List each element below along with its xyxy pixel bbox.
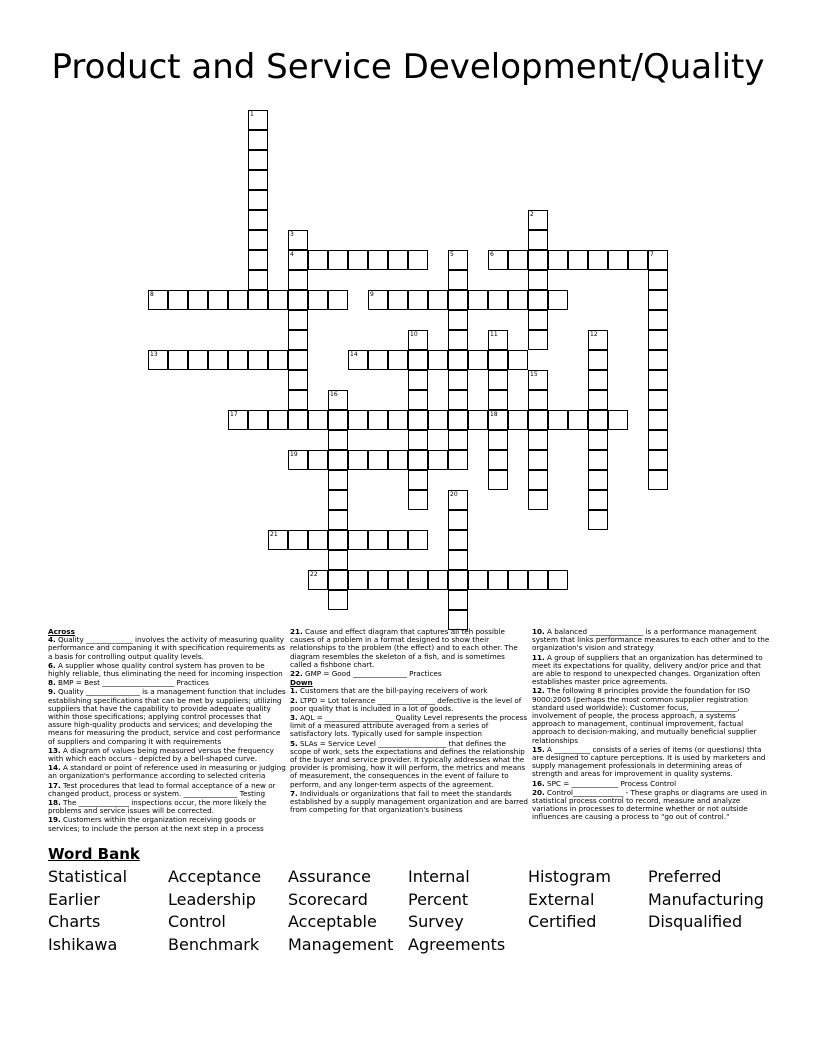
crossword-cell[interactable] [648, 370, 668, 390]
word-bank-word: Disqualified [648, 912, 743, 931]
word-bank-word: Statistical [48, 867, 128, 886]
clue-number: 4. [48, 635, 56, 645]
crossword-cell[interactable] [348, 350, 368, 370]
crossword-cell[interactable] [328, 590, 348, 610]
crossword-cell[interactable] [488, 450, 508, 470]
clue-text: A group of suppliers that an organization has determined to meet its expectations for quality, delivery and/or price and that are able to respond to unexpected changes. Organization often establishes master price agreements. [532, 652, 763, 687]
word-bank-word: Preferred [648, 867, 722, 886]
crossword-cell[interactable] [448, 430, 468, 450]
crossword-cell[interactable] [408, 470, 428, 490]
crossword-cell[interactable] [588, 410, 608, 430]
clue-item [48, 816, 286, 832]
clue-text: A diagram of values being measured versus the frequency with which each occurs - depicted by a bell-shaped curve. [48, 745, 274, 764]
crossword-cell[interactable] [288, 250, 308, 270]
crossword-cell[interactable] [588, 330, 608, 350]
crossword-cell[interactable] [528, 370, 548, 390]
crossword-cell[interactable] [268, 530, 288, 550]
word-bank-word: Certified [528, 912, 597, 931]
crossword-cell[interactable] [328, 550, 348, 570]
clue-number: 7. [290, 788, 298, 798]
clue-item [290, 714, 528, 739]
crossword-cell[interactable] [488, 290, 508, 310]
clue-item [290, 740, 528, 789]
crossword-cell[interactable] [308, 290, 328, 310]
crossword-cell[interactable] [148, 290, 168, 310]
crossword-cell[interactable] [428, 350, 448, 370]
crossword-cell[interactable] [488, 390, 508, 410]
clue-number: 18 [490, 411, 498, 418]
crossword-cell[interactable] [248, 410, 268, 430]
page-title: Product and Service Development/Quality [51, 47, 765, 87]
crossword-cell[interactable] [648, 310, 668, 330]
crossword-cell[interactable] [588, 490, 608, 510]
clue-text: SPC = _____________ Process Control [544, 778, 677, 788]
crossword-cell[interactable] [408, 330, 428, 350]
crossword-cell[interactable] [528, 570, 548, 590]
word-bank-word: Histogram [528, 867, 611, 886]
clues-column-1 [48, 628, 286, 834]
crossword-cell[interactable] [288, 370, 308, 390]
crossword-cell[interactable] [648, 250, 668, 270]
crossword-cell[interactable] [448, 350, 468, 370]
crossword-cell[interactable] [308, 410, 328, 430]
word-bank-word: Manufacturing [648, 889, 764, 909]
clue-number: 21 [270, 531, 278, 538]
crossword-cell[interactable] [388, 250, 408, 270]
crossword-cell[interactable] [548, 410, 568, 430]
crossword-cell[interactable] [408, 570, 428, 590]
clue-number: 11. [532, 652, 545, 662]
clue-number: 14. [48, 763, 61, 773]
clue-number: 17. [48, 780, 61, 790]
word-bank-word: Benchmark [168, 934, 260, 954]
crossword-cell[interactable] [568, 410, 588, 430]
clue-text: The ______________ inspections occur, the more likely the problems and service issues will be corrected. [48, 798, 267, 816]
clue-text: A balanced _______________ is a performance management system that links performance measures to each other and to the organization's vision and strategy [532, 627, 770, 653]
crossword-cell[interactable] [248, 270, 268, 290]
clue-text: Quality _____________ involves the activity of measuring quality performance and companing it with specification requirements as a basis for controlling output quality levels. [48, 635, 286, 661]
crossword-cell[interactable] [648, 470, 668, 490]
crossword-cell[interactable] [428, 410, 448, 430]
crossword-cell[interactable] [428, 450, 448, 470]
crossword-cell[interactable] [328, 510, 348, 530]
clue-number: 9 [370, 291, 374, 298]
clue-number: 7 [650, 251, 654, 258]
clue-number: 10. [532, 627, 545, 636]
crossword-cell[interactable] [248, 290, 268, 310]
crossword-cell[interactable] [268, 350, 288, 370]
crossword-cell[interactable] [228, 410, 248, 430]
crossword-cell[interactable] [248, 150, 268, 170]
crossword-cell[interactable] [368, 410, 388, 430]
clue-text: SLAs = Service Level ___________________ that defines the scope of work, sets the expectations and defines the relationship of the buyer and service provider. It typically addresses what the provider is promising, how it will perform, the metrics and means of measurement, the consequences in the event of failure to perform, and any longer-term aspects of the agreement. [290, 738, 526, 789]
word-bank-word: Percent [408, 889, 469, 909]
clue-text: GMP = Good _______________ Practices [302, 669, 442, 679]
word-bank-word: Internal [408, 867, 470, 886]
crossword-cell[interactable] [388, 530, 408, 550]
crossword-cell[interactable] [408, 290, 428, 310]
crossword-cell[interactable] [528, 410, 548, 430]
crossword-cell[interactable] [488, 570, 508, 590]
crossword-cell[interactable] [348, 530, 368, 550]
crossword-cell[interactable] [408, 410, 428, 430]
crossword-cell[interactable] [488, 470, 508, 490]
crossword-cell[interactable] [468, 570, 488, 590]
word-bank-word: Assurance [288, 867, 371, 886]
crossword-cell[interactable] [288, 390, 308, 410]
clue-text: BMP = Best ____________________ Practices [55, 678, 209, 688]
clue-number: 13 [150, 351, 158, 358]
word-bank-word: Acceptable [288, 912, 377, 931]
crossword-cell[interactable] [308, 570, 328, 590]
crossword-cell[interactable] [328, 290, 348, 310]
crossword-cell[interactable] [408, 530, 428, 550]
crossword-cell[interactable] [488, 250, 508, 270]
clue-text: A standard or point of reference used in measuring or judging an organization's performance according to selected criteria [48, 763, 286, 781]
clue-number: 5. [290, 738, 298, 748]
clue-text: LTPD = Lot tolerance ________________ defective is the level of poor quality that is included in a lot of goods. [290, 695, 522, 713]
across-heading: Across [48, 627, 75, 636]
clue-number: 3 [290, 231, 294, 238]
crossword-cell[interactable] [228, 290, 248, 310]
clue-number: 13. [48, 745, 61, 755]
clue-number: 12. [532, 686, 545, 696]
crossword-cell[interactable] [448, 530, 468, 550]
clue-number: 5 [450, 251, 454, 258]
crossword-cell[interactable] [248, 130, 268, 150]
crossword-cell[interactable] [248, 230, 268, 250]
clue-item [532, 628, 770, 653]
clue-item [48, 636, 286, 661]
clue-number: 20 [450, 491, 458, 498]
crossword-cell[interactable] [428, 290, 448, 310]
crossword-cell[interactable] [368, 350, 388, 370]
crossword-cell[interactable] [168, 290, 188, 310]
clue-number: 17 [230, 411, 238, 418]
clue-item [532, 780, 770, 788]
clue-number: 22. [290, 669, 303, 679]
crossword-cell[interactable] [288, 270, 308, 290]
crossword-cell[interactable] [588, 370, 608, 390]
clue-item [48, 782, 286, 798]
clue-item [48, 764, 286, 780]
crossword-cell[interactable] [168, 350, 188, 370]
clue-item [290, 697, 528, 713]
crossword-cell[interactable] [248, 350, 268, 370]
clue-number: 19 [290, 451, 298, 458]
crossword-cell[interactable] [288, 290, 308, 310]
word-bank-title: Word Bank [48, 845, 140, 863]
clue-number: 15. [532, 744, 545, 754]
crossword-cell[interactable] [428, 570, 448, 590]
crossword-cell[interactable] [648, 350, 668, 370]
clue-item [532, 654, 770, 687]
crossword-cell[interactable] [508, 410, 528, 430]
crossword-cell[interactable] [148, 350, 168, 370]
clue-text: Quality _______________ is a management function that includes establishing specifications that can be met by suppliers; utilizing suppliers that have the capability to provide adequate quality within those specifications; applying control processes that assure high-quality products and services; and developing the means for measuring the product, service and cost performance of suppliers and comparing it with requirements [48, 687, 286, 746]
crossword-cell[interactable] [548, 290, 568, 310]
crossword-cell[interactable] [508, 290, 528, 310]
crossword-cell[interactable] [548, 570, 568, 590]
crossword-cell[interactable] [448, 390, 468, 410]
clue-item [290, 687, 528, 695]
crossword-cell[interactable] [588, 430, 608, 450]
crossword-cell[interactable] [648, 270, 668, 290]
crossword-cell[interactable] [488, 410, 508, 430]
crossword-cell[interactable] [468, 350, 488, 370]
crossword-cell[interactable] [408, 430, 428, 450]
clue-item [48, 679, 286, 687]
clue-text: Individuals or organizations that fail to meet the standards established by a supply management organization and are barred from competing for that organization's business [290, 788, 528, 815]
clue-text: Cause and effect diagram that captures all teh possible causes of a problem in a format designed to show their relationships to the problem (the effect) and to each other. The diagram resembles the skeleton of a fish, and is sometimes called a fishbone chart. [290, 627, 518, 669]
clue-number: 8 [150, 291, 154, 298]
clue-item [290, 790, 528, 815]
crossword-cell[interactable] [448, 270, 468, 290]
crossword-cell[interactable] [608, 410, 628, 430]
clue-item [290, 628, 528, 669]
crossword-cell[interactable] [488, 430, 508, 450]
crossword-cell[interactable] [648, 430, 668, 450]
word-bank-word: Leadership [168, 889, 256, 909]
clue-number: 4 [290, 251, 294, 258]
clue-text: Test procedures that lead to formal acceptance of a new or changed product, process or system. _______________ Testing [48, 780, 276, 798]
clue-number: 6. [48, 660, 56, 670]
crossword-cell[interactable] [588, 470, 608, 490]
crossword-cell[interactable] [448, 330, 468, 350]
crossword-cell[interactable] [328, 470, 348, 490]
crossword-cell[interactable] [468, 410, 488, 430]
clue-number: 15 [530, 371, 538, 378]
clue-number: 3. [290, 713, 298, 723]
clue-item [48, 799, 286, 815]
crossword-cell[interactable] [448, 570, 468, 590]
crossword-cell[interactable] [408, 490, 428, 510]
crossword-cell[interactable] [588, 450, 608, 470]
crossword-cell[interactable] [328, 570, 348, 590]
crossword-cell[interactable] [368, 250, 388, 270]
crossword-cell[interactable] [268, 410, 288, 430]
clue-text: Control______________ - These graphs or diagrams are used in statistical process control to record, measure and analyze variations in processes to determine whether or not outside influences are causing a process to "go out of control." [532, 787, 767, 822]
crossword-cell[interactable] [368, 290, 388, 310]
crossword-cell[interactable] [528, 290, 548, 310]
crossword-cell[interactable] [408, 370, 428, 390]
crossword-cell[interactable] [308, 250, 328, 270]
crossword-cell[interactable] [448, 250, 468, 270]
crossword-cell[interactable] [288, 350, 308, 370]
crossword-cell[interactable] [408, 350, 428, 370]
crossword-cell[interactable] [308, 530, 328, 550]
crossword-cell[interactable] [288, 530, 308, 550]
clue-number: 16. [532, 778, 545, 788]
crossword-cell[interactable] [448, 290, 468, 310]
crossword-cell[interactable] [248, 250, 268, 270]
clue-number: 2 [530, 211, 534, 218]
crossword-cell[interactable] [288, 410, 308, 430]
crossword-cell[interactable] [288, 310, 308, 330]
crossword-cell[interactable] [208, 290, 228, 310]
clue-number: 14 [350, 351, 358, 358]
crossword-cell[interactable] [528, 470, 548, 490]
clue-number: 22 [310, 571, 318, 578]
crossword-cell[interactable] [408, 450, 428, 470]
crossword-cell[interactable] [448, 510, 468, 530]
crossword-cell[interactable] [528, 490, 548, 510]
clue-number: 19. [48, 815, 61, 825]
crossword-cell[interactable] [648, 410, 668, 430]
word-bank-word: Ishikawa [48, 934, 118, 954]
crossword-cell[interactable] [388, 450, 408, 470]
crossword-cell[interactable] [328, 250, 348, 270]
clue-text: A supplier whose quality control system has proven to be highly reliable, thus eliminating the need for incoming inspection [48, 660, 283, 679]
clue-text: The following 8 principles provide the foundation for ISO 9000:2005 (perhaps the most common supplier registration standard used worldwide): Customer focus, _____________, involvement of people, the process approach, a systems approach to management, continual improvement, factual approach to decision-making, and mutually beneficial supplier relationships [532, 686, 757, 745]
clue-number: 2. [290, 695, 298, 705]
crossword-cell[interactable] [448, 550, 468, 570]
crossword-cell[interactable] [308, 450, 328, 470]
crossword-cell[interactable] [648, 450, 668, 470]
crossword-cell[interactable] [448, 450, 468, 470]
crossword-cell[interactable] [448, 410, 468, 430]
crossword-cell[interactable] [348, 570, 368, 590]
crossword-cell[interactable] [348, 410, 368, 430]
crossword-cell[interactable] [368, 450, 388, 470]
crossword-cell[interactable] [528, 330, 548, 350]
crossword-cell[interactable] [248, 110, 268, 130]
clue-item [532, 746, 770, 779]
clue-item [532, 789, 770, 822]
crossword-cell[interactable] [528, 310, 548, 330]
crossword-cell[interactable] [288, 450, 308, 470]
crossword-cell[interactable] [188, 290, 208, 310]
crossword-cell[interactable] [448, 370, 468, 390]
crossword-cell[interactable] [248, 210, 268, 230]
crossword-cell[interactable] [508, 350, 528, 370]
crossword-cell[interactable] [528, 270, 548, 290]
crossword-cell[interactable] [328, 430, 348, 450]
word-bank-word: Charts [48, 912, 101, 931]
clue-number: 9. [48, 687, 56, 697]
crossword-cell[interactable] [528, 210, 548, 230]
crossword-cell[interactable] [348, 450, 368, 470]
crossword-cell[interactable] [588, 350, 608, 370]
crossword-cell[interactable] [368, 530, 388, 550]
clues-column-2 [290, 628, 528, 815]
crossword-cell[interactable] [348, 250, 368, 270]
down-heading: Down [290, 678, 313, 688]
crossword-cell[interactable] [288, 330, 308, 350]
clue-number: 18. [48, 798, 61, 808]
crossword-cell[interactable] [448, 490, 468, 510]
crossword-cell[interactable] [228, 350, 248, 370]
crossword-cell[interactable] [528, 450, 548, 470]
crossword-cell[interactable] [488, 370, 508, 390]
word-bank-word: Scorecard [288, 889, 368, 909]
clue-text: Customers that are the bill-paying receivers of work [297, 686, 488, 696]
crossword-cell[interactable] [328, 390, 348, 410]
clue-number: 12 [590, 331, 598, 338]
clue-text: A __________ consists of a series of items (or questions) thta are designed to capture perceptions. It is used by marketers and supply management professionals in determining areas of strength and areas for improvement in quality systems. [532, 744, 766, 779]
crossword-cell[interactable] [408, 250, 428, 270]
clue-item [48, 747, 286, 763]
word-bank-word: Acceptance [168, 867, 262, 886]
clue-text: AQL = ___________________ Quality Level represents the process limit of a measured attribute averaged from a series of satisfactory lots. Typically used for sample inspection [290, 713, 528, 739]
word-bank-word: Management [288, 934, 394, 954]
clue-number: 16 [330, 391, 338, 398]
crossword-cell[interactable] [588, 510, 608, 530]
crossword-cell[interactable] [388, 410, 408, 430]
crossword-cell[interactable] [648, 330, 668, 350]
crossword-cell[interactable] [568, 250, 588, 270]
crossword-cell[interactable] [368, 570, 388, 590]
word-bank-word: External [528, 889, 595, 909]
crossword-cell[interactable] [388, 290, 408, 310]
crossword-cell[interactable] [528, 390, 548, 410]
crossword-cell[interactable] [528, 250, 548, 270]
crossword-cell[interactable] [588, 250, 608, 270]
crossword-cell[interactable] [328, 450, 348, 470]
clue-text: Customers within the organization receiving goods or services; to include the person at the next step in a process [48, 815, 264, 833]
clue-number: 11 [490, 331, 498, 338]
clue-number: 6 [490, 251, 494, 258]
crossword-cell[interactable] [588, 390, 608, 410]
crossword-cell[interactable] [328, 410, 348, 430]
crossword-cell[interactable] [248, 190, 268, 210]
crossword-cell[interactable] [508, 250, 528, 270]
crossword-cell[interactable] [628, 250, 648, 270]
clue-item [290, 670, 528, 678]
clue-number: 20. [532, 787, 545, 797]
crossword-cell[interactable] [648, 290, 668, 310]
crossword-cell[interactable] [488, 330, 508, 350]
word-bank-word: Control [168, 912, 226, 931]
crossword-cell[interactable] [448, 310, 468, 330]
crossword-cell[interactable] [648, 390, 668, 410]
clue-number: 21. [290, 627, 303, 636]
crossword-cell[interactable] [608, 250, 628, 270]
crossword-cell[interactable] [528, 430, 548, 450]
crossword-cell[interactable] [548, 250, 568, 270]
word-bank-word: Earlier [48, 889, 100, 909]
crossword-cell[interactable] [488, 350, 508, 370]
crossword-cell[interactable] [248, 170, 268, 190]
word-bank-word: Survey [408, 912, 464, 931]
crossword-cell[interactable] [388, 350, 408, 370]
clue-item [48, 688, 286, 745]
crossword-cell[interactable] [408, 390, 428, 410]
crossword-cell[interactable] [208, 350, 228, 370]
crossword-cell[interactable] [528, 230, 548, 250]
clue-number: 1. [290, 686, 298, 696]
crossword-cell[interactable] [468, 290, 488, 310]
clue-number: 10 [410, 331, 418, 338]
crossword-cell[interactable] [448, 590, 468, 610]
crossword-cell[interactable] [288, 230, 308, 250]
crossword-cell[interactable] [388, 570, 408, 590]
clue-item [48, 662, 286, 678]
clues-column-3 [532, 628, 770, 823]
crossword-cell[interactable] [188, 350, 208, 370]
crossword-cell[interactable] [508, 570, 528, 590]
word-bank-word: Agreements [408, 934, 506, 954]
crossword-cell[interactable] [268, 290, 288, 310]
clue-item [532, 687, 770, 744]
clue-number: 1 [250, 111, 254, 118]
crossword-cell[interactable] [328, 490, 348, 510]
crossword-cell[interactable] [328, 530, 348, 550]
clue-number: 8. [48, 678, 56, 688]
